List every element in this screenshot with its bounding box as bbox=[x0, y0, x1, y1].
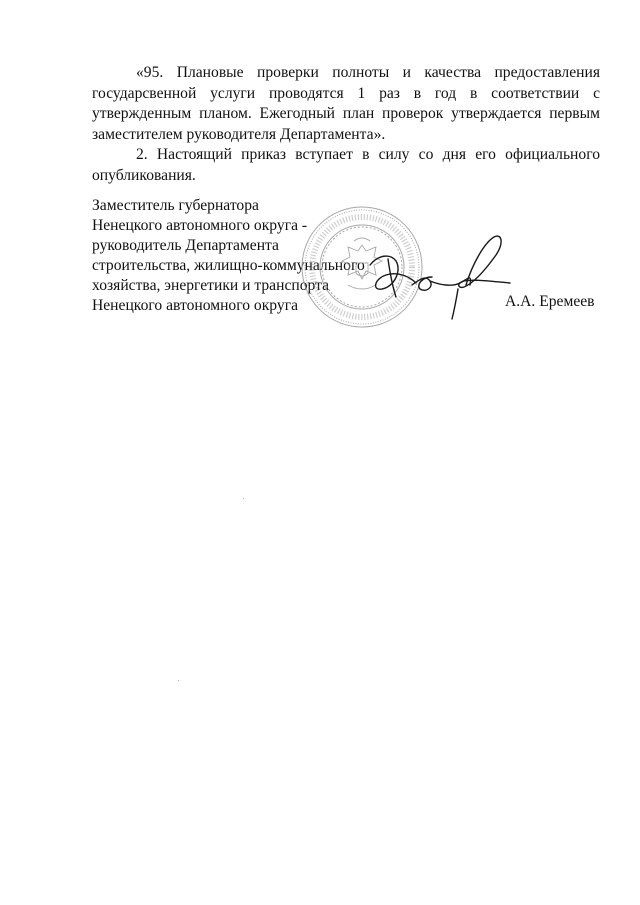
signer-position-line: Ненецкого автономного округа bbox=[92, 297, 299, 314]
signer-position-line: руководитель Департамента bbox=[92, 237, 279, 254]
signer-position-line: Заместитель губернатора bbox=[92, 197, 259, 214]
signer-position-line: Ненецкого автономного округа - bbox=[92, 217, 308, 234]
handwritten-signature-icon bbox=[360, 225, 520, 325]
paragraph-2: 2. Настоящий приказ вступает в силу со дня его официального опубликования. bbox=[92, 146, 600, 184]
signer-position-line: строительства, жилищно-коммунального bbox=[92, 257, 365, 274]
scan-speck bbox=[243, 498, 244, 499]
signer-position-line: хозяйства, энергетики и транспорта bbox=[92, 277, 330, 294]
signer-name: А.А. Еремеев bbox=[505, 293, 595, 310]
paragraph-95: «95. Плановые проверки полноты и качества предоставления государсвенной услуги проводятся 1 раз в год в соответствии с утвержденным планом. Ежегодный план проверок утверждается первым заместителем руководителя Департамента». bbox=[92, 64, 600, 143]
scan-speck bbox=[178, 680, 179, 681]
document-body bbox=[92, 63, 600, 186]
